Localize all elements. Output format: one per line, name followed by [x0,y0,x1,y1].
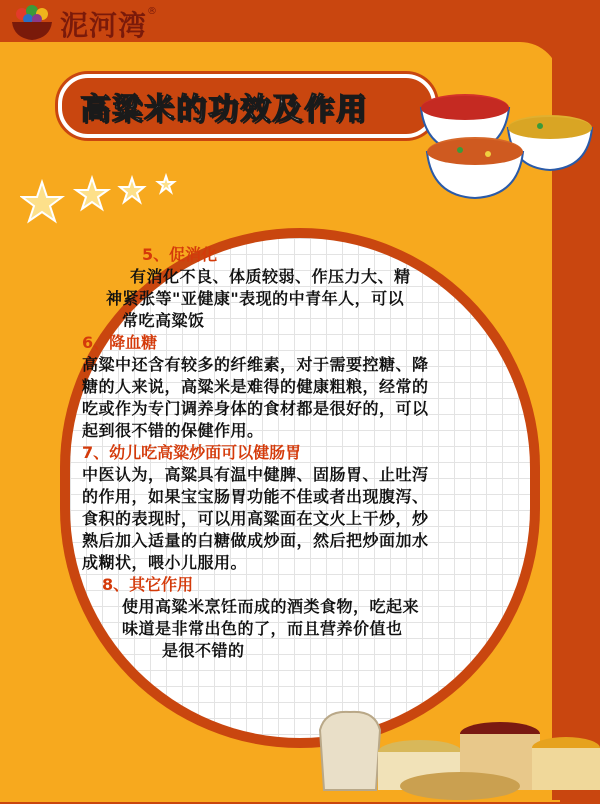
text-line: 使用高粱米烹饪而成的酒类食物，吃起来 [122,597,420,616]
brand-name: 泥河湾 [60,9,148,42]
text-line: 神紧张等"亚健康"表现的中青年人，可以 [106,289,405,308]
text-line: 是很不错的 [162,641,245,660]
text-line: 中医认为，高粱具有温中健脾、固肠胃、止吐泻 [82,465,429,484]
text-line: 糖的人来说，高粱米是难得的健康粗粮，经常的 [82,377,429,396]
text-line: 味道是非常出色的了，而且营养价值也 [122,619,403,638]
grain-sacks-icon [310,690,600,800]
page-title: 高粱米的功效及作用 [80,92,368,127]
text-line: 高粱中还含有较多的纤维素，对于需要控糖、降 [82,355,429,374]
section-heading: 6、降血糖 [82,333,158,352]
content-text [82,244,532,662]
text-line: 熟后加入适量的白糖做成炒面，然后把炒面加水 [82,531,429,550]
section-heading: 7、幼儿吃高粱炒面可以健肠胃 [82,443,302,462]
text-line: 起到很不错的保健作用。 [82,421,264,440]
text-line: 常吃高粱饭 [122,311,205,330]
title-banner [58,74,436,138]
text-line: 成糊状，喂小儿服用。 [82,553,248,572]
text-line: 食积的表现时，可以用高粱面在文火上干炒，炒 [82,509,429,528]
text-line: 的作用，如果宝宝肠胃功能不佳或者出现腹泻、 [82,487,429,506]
bowl-logo-icon [8,4,56,44]
registered-mark: ® [147,6,157,17]
section-heading: 5、促消化 [142,245,218,264]
stars-decoration-icon [20,170,180,230]
brand-logo [8,4,147,44]
section-heading: 8、其它作用 [102,575,194,594]
grain-bowls-icon [410,80,600,220]
text-line: 有消化不良、体质较弱、作压力大、精 [130,267,411,286]
text-line: 吃或作为专门调养身体的食材都是很好的，可以 [82,399,429,418]
